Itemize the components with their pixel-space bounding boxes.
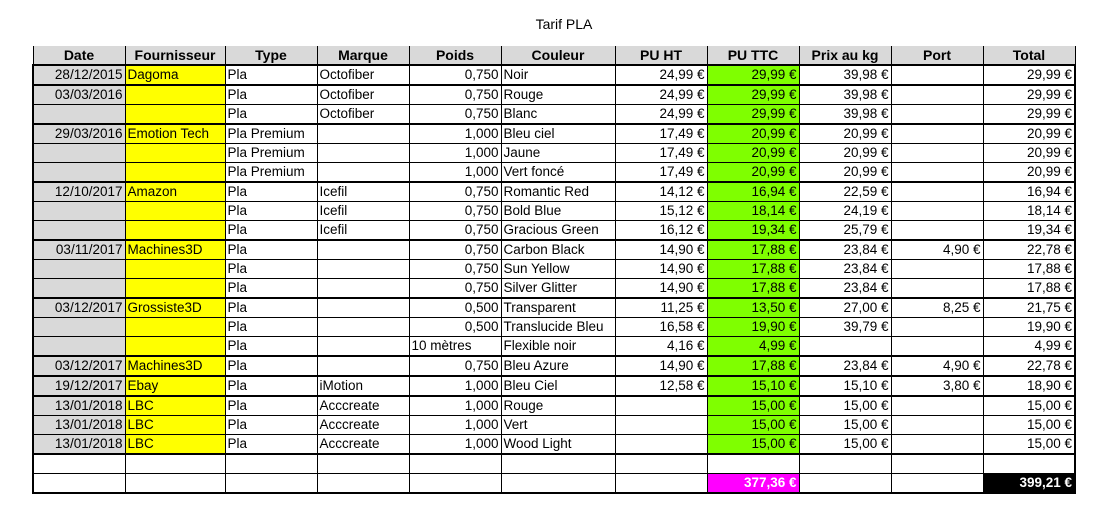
cell-pu-ht[interactable]: 14,12 € — [615, 182, 707, 202]
cell-fournisseur[interactable] — [125, 163, 225, 183]
cell-pu-ht[interactable]: 17,49 € — [615, 163, 707, 183]
cell-pu-ttc[interactable]: 29,99 € — [707, 105, 799, 125]
cell-pu-ttc[interactable]: 13,50 € — [707, 298, 799, 318]
table-row — [33, 85, 1075, 105]
cell-couleur[interactable]: Flexible noir — [501, 337, 615, 357]
cell-date[interactable]: 03/12/2017 — [33, 356, 125, 376]
cell-pu-ttc[interactable]: 15,00 € — [707, 435, 799, 455]
cell-port[interactable] — [891, 124, 983, 144]
table-row — [33, 221, 1075, 241]
cell-marque[interactable]: Acccreate — [317, 416, 409, 435]
cell-marque[interactable]: Acccreate — [317, 435, 409, 455]
cell-prix-kg[interactable]: 27,00 € — [799, 298, 891, 318]
cell-port[interactable]: 3,80 € — [891, 376, 983, 396]
cell-pu-ttc[interactable]: 4,99 € — [707, 337, 799, 357]
cell-total[interactable]: 16,94 € — [983, 182, 1075, 202]
sum-pu-ttc[interactable]: 377,36 € — [707, 474, 799, 494]
cell-type[interactable]: Pla — [225, 356, 317, 376]
cell-type[interactable]: Pla — [225, 337, 317, 357]
cell-prix-kg[interactable]: 23,84 € — [799, 356, 891, 376]
cell-prix-kg[interactable]: 15,00 € — [799, 396, 891, 416]
cell-marque[interactable] — [317, 144, 409, 163]
cell-pu-ttc[interactable]: 29,99 € — [707, 65, 799, 85]
cell-type[interactable]: Pla — [225, 376, 317, 396]
cell-prix-kg[interactable]: 15,10 € — [799, 376, 891, 396]
cell-couleur[interactable]: Gracious Green — [501, 221, 615, 241]
cell-marque[interactable]: iMotion — [317, 376, 409, 396]
cell-pu-ttc[interactable]: 15,00 € — [707, 416, 799, 435]
cell-port[interactable] — [891, 163, 983, 183]
cell-pu-ht[interactable] — [615, 435, 707, 455]
cell-date[interactable]: 13/01/2018 — [33, 396, 125, 416]
cell-total[interactable]: 29,99 € — [983, 105, 1075, 125]
cell-port[interactable] — [891, 144, 983, 163]
cell-fournisseur[interactable] — [125, 318, 225, 337]
cell-marque[interactable]: Octofiber — [317, 105, 409, 125]
cell-poids[interactable]: 0,750 — [409, 221, 501, 241]
cell-couleur[interactable]: Bleu Ciel — [501, 376, 615, 396]
cell-total[interactable]: 19,90 € — [983, 318, 1075, 337]
cell-port[interactable] — [891, 221, 983, 241]
cell-prix-kg[interactable]: 39,79 € — [799, 318, 891, 337]
cell-type[interactable]: Pla — [225, 221, 317, 241]
cell-type[interactable]: Pla Premium — [225, 163, 317, 183]
cell-fournisseur[interactable] — [125, 85, 225, 105]
col-header-prix-au-kg[interactable]: Prix au kg — [799, 46, 891, 65]
cell-fournisseur[interactable]: Amazon — [125, 182, 225, 202]
cell-port[interactable]: 4,90 € — [891, 356, 983, 376]
col-header-pu-ttc[interactable]: PU TTC — [707, 46, 799, 65]
cell-couleur[interactable]: Romantic Red — [501, 182, 615, 202]
cell-marque[interactable] — [317, 260, 409, 279]
cell-marque[interactable] — [317, 163, 409, 183]
cell-pu-ttc[interactable]: 15,00 € — [707, 396, 799, 416]
cell-total[interactable]: 20,99 € — [983, 124, 1075, 144]
col-header-port[interactable]: Port — [891, 46, 983, 65]
cell-date[interactable]: 29/03/2016 — [33, 124, 125, 144]
empty-cell[interactable] — [409, 474, 501, 494]
empty-cell[interactable] — [225, 474, 317, 494]
col-header-total[interactable]: Total — [983, 46, 1075, 65]
cell-total[interactable]: 18,14 € — [983, 202, 1075, 221]
cell-port[interactable] — [891, 85, 983, 105]
header-row — [33, 46, 1075, 65]
cell-pu-ttc[interactable]: 19,34 € — [707, 221, 799, 241]
empty-cell[interactable] — [33, 454, 125, 474]
cell-marque[interactable]: Acccreate — [317, 396, 409, 416]
cell-prix-kg[interactable]: 23,84 € — [799, 240, 891, 260]
empty-cell[interactable] — [501, 454, 615, 474]
cell-total[interactable]: 18,90 € — [983, 376, 1075, 396]
cell-type[interactable]: Pla — [225, 279, 317, 299]
cell-port[interactable] — [891, 105, 983, 125]
cell-prix-kg[interactable]: 39,98 € — [799, 105, 891, 125]
empty-cell[interactable] — [501, 474, 615, 494]
cell-port[interactable] — [891, 279, 983, 299]
cell-pu-ht[interactable]: 4,16 € — [615, 337, 707, 357]
cell-prix-kg[interactable]: 24,19 € — [799, 202, 891, 221]
cell-fournisseur[interactable] — [125, 144, 225, 163]
cell-pu-ht[interactable]: 17,49 € — [615, 124, 707, 144]
cell-marque[interactable] — [317, 356, 409, 376]
totals-row — [33, 474, 1075, 494]
cell-pu-ht[interactable]: 14,90 € — [615, 240, 707, 260]
cell-fournisseur[interactable] — [125, 337, 225, 357]
cell-date[interactable] — [33, 260, 125, 279]
cell-poids[interactable]: 0,500 — [409, 298, 501, 318]
table-row — [33, 298, 1075, 318]
cell-type[interactable]: Pla — [225, 182, 317, 202]
cell-couleur[interactable]: Transparent — [501, 298, 615, 318]
cell-fournisseur[interactable]: Grossiste3D — [125, 298, 225, 318]
table-row — [33, 337, 1075, 357]
table-row — [33, 416, 1075, 435]
cell-couleur[interactable]: Wood Light — [501, 435, 615, 455]
cell-prix-kg[interactable] — [799, 337, 891, 357]
cell-marque[interactable]: Icefil — [317, 182, 409, 202]
cell-prix-kg[interactable]: 22,59 € — [799, 182, 891, 202]
table-body — [33, 65, 1075, 493]
table-row — [33, 260, 1075, 279]
cell-port[interactable] — [891, 182, 983, 202]
cell-pu-ht[interactable]: 24,99 € — [615, 85, 707, 105]
table-row — [33, 144, 1075, 163]
table-row — [33, 356, 1075, 376]
cell-port[interactable]: 8,25 € — [891, 298, 983, 318]
cell-total[interactable]: 19,34 € — [983, 221, 1075, 241]
cell-marque[interactable] — [317, 279, 409, 299]
cell-pu-ttc[interactable]: 19,90 € — [707, 318, 799, 337]
cell-poids[interactable]: 0,750 — [409, 260, 501, 279]
cell-marque[interactable] — [317, 318, 409, 337]
cell-couleur[interactable]: Sun Yellow — [501, 260, 615, 279]
cell-pu-ht[interactable]: 24,99 € — [615, 105, 707, 125]
sheet-title: Tarif PLA — [535, 16, 593, 32]
cell-marque[interactable] — [317, 337, 409, 357]
cell-pu-ttc[interactable]: 16,94 € — [707, 182, 799, 202]
cell-date[interactable] — [33, 144, 125, 163]
cell-date[interactable] — [33, 318, 125, 337]
cell-type[interactable]: Pla Premium — [225, 124, 317, 144]
empty-row — [33, 454, 1075, 474]
table-row — [33, 65, 1075, 85]
cell-total[interactable]: 15,00 € — [983, 435, 1075, 455]
cell-pu-ttc[interactable]: 17,88 € — [707, 240, 799, 260]
table-row — [33, 124, 1075, 144]
cell-pu-ht[interactable]: 24,99 € — [615, 65, 707, 85]
cell-poids[interactable]: 1,000 — [409, 163, 501, 183]
cell-fournisseur[interactable]: Emotion Tech — [125, 124, 225, 144]
empty-cell[interactable] — [317, 454, 409, 474]
cell-marque[interactable] — [317, 240, 409, 260]
table-row — [33, 163, 1075, 183]
cell-date[interactable]: 03/03/2016 — [33, 85, 125, 105]
cell-pu-ht[interactable]: 14,90 € — [615, 356, 707, 376]
cell-marque[interactable] — [317, 298, 409, 318]
cell-fournisseur[interactable]: Machines3D — [125, 356, 225, 376]
cell-type[interactable]: Pla — [225, 105, 317, 125]
cell-date[interactable] — [33, 105, 125, 125]
cell-pu-ht[interactable]: 11,25 € — [615, 298, 707, 318]
cell-type[interactable]: Pla — [225, 318, 317, 337]
cell-total[interactable]: 20,99 € — [983, 163, 1075, 183]
cell-prix-kg[interactable]: 39,98 € — [799, 85, 891, 105]
cell-type[interactable]: Pla — [225, 298, 317, 318]
cell-total[interactable]: 29,99 € — [983, 85, 1075, 105]
cell-port[interactable] — [891, 65, 983, 85]
table-row — [33, 376, 1075, 396]
table-row — [33, 279, 1075, 299]
col-header-date[interactable]: Date — [33, 46, 125, 65]
cell-poids[interactable]: 0,750 — [409, 202, 501, 221]
cell-pu-ht[interactable] — [615, 416, 707, 435]
empty-cell[interactable] — [317, 474, 409, 494]
cell-prix-kg[interactable]: 23,84 € — [799, 260, 891, 279]
cell-pu-ttc[interactable]: 18,14 € — [707, 202, 799, 221]
cell-poids[interactable]: 0,750 — [409, 105, 501, 125]
cell-pu-ht[interactable]: 16,12 € — [615, 221, 707, 241]
cell-date[interactable]: 19/12/2017 — [33, 376, 125, 396]
cell-pu-ttc[interactable]: 20,99 € — [707, 144, 799, 163]
cell-couleur[interactable]: Vert foncé — [501, 163, 615, 183]
empty-cell[interactable] — [983, 454, 1075, 474]
cell-date[interactable] — [33, 279, 125, 299]
cell-prix-kg[interactable]: 20,99 € — [799, 124, 891, 144]
cell-marque[interactable]: Icefil — [317, 202, 409, 221]
cell-date[interactable] — [33, 163, 125, 183]
cell-pu-ttc[interactable]: 20,99 € — [707, 163, 799, 183]
cell-marque[interactable] — [317, 124, 409, 144]
table-row — [33, 105, 1075, 125]
cell-total[interactable]: 4,99 € — [983, 337, 1075, 357]
cell-total[interactable]: 21,75 € — [983, 298, 1075, 318]
empty-cell[interactable] — [125, 474, 225, 494]
empty-cell[interactable] — [891, 454, 983, 474]
cell-pu-ttc[interactable]: 20,99 € — [707, 124, 799, 144]
cell-prix-kg[interactable]: 15,00 € — [799, 416, 891, 435]
cell-couleur[interactable]: Vert — [501, 416, 615, 435]
table-row — [33, 202, 1075, 221]
cell-port[interactable] — [891, 260, 983, 279]
cell-fournisseur[interactable]: Ebay — [125, 376, 225, 396]
cell-couleur[interactable]: Bleu ciel — [501, 124, 615, 144]
cell-couleur[interactable]: Translucide Bleu — [501, 318, 615, 337]
table-row — [33, 182, 1075, 202]
cell-type[interactable]: Pla Premium — [225, 144, 317, 163]
empty-cell[interactable] — [615, 474, 707, 494]
col-header-couleur[interactable]: Couleur — [501, 46, 615, 65]
cell-poids[interactable]: 10 mètres — [409, 337, 501, 357]
cell-port[interactable] — [891, 318, 983, 337]
cell-poids[interactable]: 1,000 — [409, 435, 501, 455]
cell-prix-kg[interactable]: 39,98 € — [799, 65, 891, 85]
cell-port[interactable] — [891, 337, 983, 357]
cell-total[interactable]: 17,88 € — [983, 260, 1075, 279]
cell-prix-kg[interactable]: 23,84 € — [799, 279, 891, 299]
cell-fournisseur[interactable] — [125, 202, 225, 221]
cell-prix-kg[interactable]: 20,99 € — [799, 144, 891, 163]
cell-couleur[interactable]: Jaune — [501, 144, 615, 163]
empty-cell[interactable] — [33, 474, 125, 494]
table-row — [33, 318, 1075, 337]
cell-fournisseur[interactable]: Dagoma — [125, 65, 225, 85]
cell-couleur[interactable]: Silver Glitter — [501, 279, 615, 299]
cell-poids[interactable]: 0,750 — [409, 85, 501, 105]
cell-port[interactable] — [891, 396, 983, 416]
cell-prix-kg[interactable]: 20,99 € — [799, 163, 891, 183]
cell-port[interactable] — [891, 202, 983, 221]
cell-couleur[interactable]: Noir — [501, 65, 615, 85]
empty-cell[interactable] — [891, 474, 983, 494]
cell-pu-ttc[interactable]: 17,88 € — [707, 279, 799, 299]
cell-port[interactable]: 4,90 € — [891, 240, 983, 260]
cell-total[interactable]: 15,00 € — [983, 416, 1075, 435]
empty-cell[interactable] — [615, 454, 707, 474]
cell-poids[interactable]: 0,500 — [409, 318, 501, 337]
cell-total[interactable]: 29,99 € — [983, 65, 1075, 85]
empty-cell[interactable] — [707, 454, 799, 474]
col-header-type[interactable]: Type — [225, 46, 317, 65]
tarif-table — [32, 46, 1076, 494]
col-header-pu-ht[interactable]: PU HT — [615, 46, 707, 65]
empty-cell[interactable] — [125, 454, 225, 474]
cell-poids[interactable]: 0,750 — [409, 182, 501, 202]
cell-total[interactable]: 20,99 € — [983, 144, 1075, 163]
cell-pu-ht[interactable] — [615, 396, 707, 416]
empty-cell[interactable] — [799, 474, 891, 494]
cell-date[interactable]: 03/12/2017 — [33, 298, 125, 318]
empty-cell[interactable] — [799, 454, 891, 474]
cell-date[interactable] — [33, 202, 125, 221]
col-header-fournisseur[interactable]: Fournisseur — [125, 46, 225, 65]
cell-total[interactable]: 15,00 € — [983, 396, 1075, 416]
cell-date[interactable] — [33, 221, 125, 241]
cell-type[interactable]: Pla — [225, 240, 317, 260]
cell-pu-ttc[interactable]: 15,10 € — [707, 376, 799, 396]
cell-fournisseur[interactable]: LBC — [125, 416, 225, 435]
cell-fournisseur[interactable] — [125, 105, 225, 125]
cell-type[interactable]: Pla — [225, 416, 317, 435]
cell-prix-kg[interactable]: 25,79 € — [799, 221, 891, 241]
cell-poids[interactable]: 0,750 — [409, 356, 501, 376]
cell-couleur[interactable]: Rouge — [501, 85, 615, 105]
cell-marque[interactable]: Icefil — [317, 221, 409, 241]
cell-type[interactable]: Pla — [225, 85, 317, 105]
cell-type[interactable]: Pla — [225, 435, 317, 455]
cell-couleur[interactable]: Bleu Azure — [501, 356, 615, 376]
cell-pu-ht[interactable]: 17,49 € — [615, 144, 707, 163]
cell-poids[interactable]: 1,000 — [409, 144, 501, 163]
cell-date[interactable]: 28/12/2015 — [33, 65, 125, 85]
cell-fournisseur[interactable] — [125, 221, 225, 241]
cell-pu-ht[interactable]: 14,90 € — [615, 279, 707, 299]
sum-total[interactable]: 399,21 € — [983, 474, 1075, 494]
cell-poids[interactable]: 1,000 — [409, 124, 501, 144]
cell-pu-ttc[interactable]: 29,99 € — [707, 85, 799, 105]
cell-fournisseur[interactable]: LBC — [125, 396, 225, 416]
cell-pu-ht[interactable]: 16,58 € — [615, 318, 707, 337]
cell-total[interactable]: 17,88 € — [983, 279, 1075, 299]
cell-date[interactable] — [33, 337, 125, 357]
cell-fournisseur[interactable] — [125, 260, 225, 279]
cell-poids[interactable]: 1,000 — [409, 376, 501, 396]
cell-marque[interactable]: Octofiber — [317, 85, 409, 105]
cell-couleur[interactable]: Rouge — [501, 396, 615, 416]
cell-poids[interactable]: 0,750 — [409, 279, 501, 299]
table-row — [33, 240, 1075, 260]
cell-fournisseur[interactable] — [125, 279, 225, 299]
cell-pu-ttc[interactable]: 17,88 € — [707, 260, 799, 279]
cell-couleur[interactable]: Bold Blue — [501, 202, 615, 221]
cell-marque[interactable]: Octofiber — [317, 65, 409, 85]
cell-date[interactable]: 13/01/2018 — [33, 416, 125, 435]
cell-pu-ttc[interactable]: 17,88 € — [707, 356, 799, 376]
cell-fournisseur[interactable]: Machines3D — [125, 240, 225, 260]
cell-total[interactable]: 22,78 € — [983, 356, 1075, 376]
cell-type[interactable]: Pla — [225, 202, 317, 221]
col-header-marque[interactable]: Marque — [317, 46, 409, 65]
cell-poids[interactable]: 1,000 — [409, 396, 501, 416]
table-row — [33, 435, 1075, 455]
empty-cell[interactable] — [225, 454, 317, 474]
cell-date[interactable]: 03/11/2017 — [33, 240, 125, 260]
cell-type[interactable]: Pla — [225, 260, 317, 279]
cell-type[interactable]: Pla — [225, 396, 317, 416]
cell-pu-ht[interactable]: 14,90 € — [615, 260, 707, 279]
cell-total[interactable]: 22,78 € — [983, 240, 1075, 260]
cell-type[interactable]: Pla — [225, 65, 317, 85]
cell-pu-ht[interactable]: 15,12 € — [615, 202, 707, 221]
cell-couleur[interactable]: Carbon Black — [501, 240, 615, 260]
cell-port[interactable] — [891, 416, 983, 435]
cell-poids[interactable]: 1,000 — [409, 416, 501, 435]
cell-port[interactable] — [891, 435, 983, 455]
empty-cell[interactable] — [409, 454, 501, 474]
table-row — [33, 396, 1075, 416]
cell-date[interactable]: 12/10/2017 — [33, 182, 125, 202]
cell-fournisseur[interactable]: LBC — [125, 435, 225, 455]
cell-couleur[interactable]: Blanc — [501, 105, 615, 125]
cell-pu-ht[interactable]: 12,58 € — [615, 376, 707, 396]
cell-poids[interactable]: 0,750 — [409, 240, 501, 260]
cell-date[interactable]: 13/01/2018 — [33, 435, 125, 455]
cell-prix-kg[interactable]: 15,00 € — [799, 435, 891, 455]
col-header-poids[interactable]: Poids — [409, 46, 501, 65]
cell-poids[interactable]: 0,750 — [409, 65, 501, 85]
